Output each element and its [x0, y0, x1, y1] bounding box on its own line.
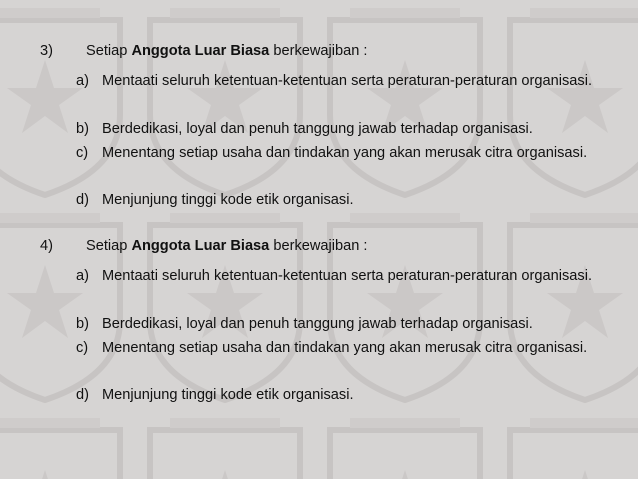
list-item	[76, 338, 602, 359]
list-item	[76, 314, 602, 335]
list-item	[76, 385, 602, 406]
list-item	[76, 190, 602, 211]
item-text: Menjunjung tinggi kode etik organisasi.	[102, 387, 354, 403]
item-label: b)	[76, 121, 89, 137]
section-intro	[86, 43, 367, 59]
list-item	[76, 71, 602, 92]
item-label: d)	[76, 192, 89, 208]
item-label: c)	[76, 145, 89, 161]
item-text: Mentaati seluruh ketentuan-ketentuan serta peraturan-peraturan organisasi.	[102, 73, 593, 89]
list-item	[76, 119, 602, 140]
item-label: b)	[76, 316, 89, 332]
item-text: Menjunjung tinggi kode etik organisasi.	[102, 192, 354, 208]
item-text: Berdedikasi, loyal dan penuh tanggung jawab terhadap organisasi.	[102, 316, 533, 332]
section-intro	[86, 238, 367, 254]
item-text: Mentaati seluruh ketentuan-ketentuan serta peraturan-peraturan organisasi.	[102, 268, 593, 284]
intro-bold-term: Anggota Luar Biasa	[131, 238, 270, 254]
item-label: a)	[76, 73, 89, 89]
list-item	[76, 266, 602, 287]
intro-prefix: Setiap	[86, 43, 132, 59]
item-label: c)	[76, 340, 89, 356]
intro-bold-term: Anggota Luar Biasa	[131, 43, 270, 59]
item-label: a)	[76, 268, 89, 284]
list-item	[76, 143, 602, 164]
intro-suffix: berkewajiban :	[269, 43, 368, 59]
section-number: 3)	[40, 43, 53, 59]
item-text: Menentang setiap usaha dan tindakan yang akan merusak citra organisasi.	[102, 145, 588, 161]
section-number: 4)	[40, 238, 53, 254]
intro-suffix: berkewajiban :	[269, 238, 368, 254]
intro-prefix: Setiap	[86, 238, 132, 254]
item-text: Menentang setiap usaha dan tindakan yang akan merusak citra organisasi.	[102, 340, 588, 356]
item-label: d)	[76, 387, 89, 403]
item-text: Berdedikasi, loyal dan penuh tanggung jawab terhadap organisasi.	[102, 121, 533, 137]
